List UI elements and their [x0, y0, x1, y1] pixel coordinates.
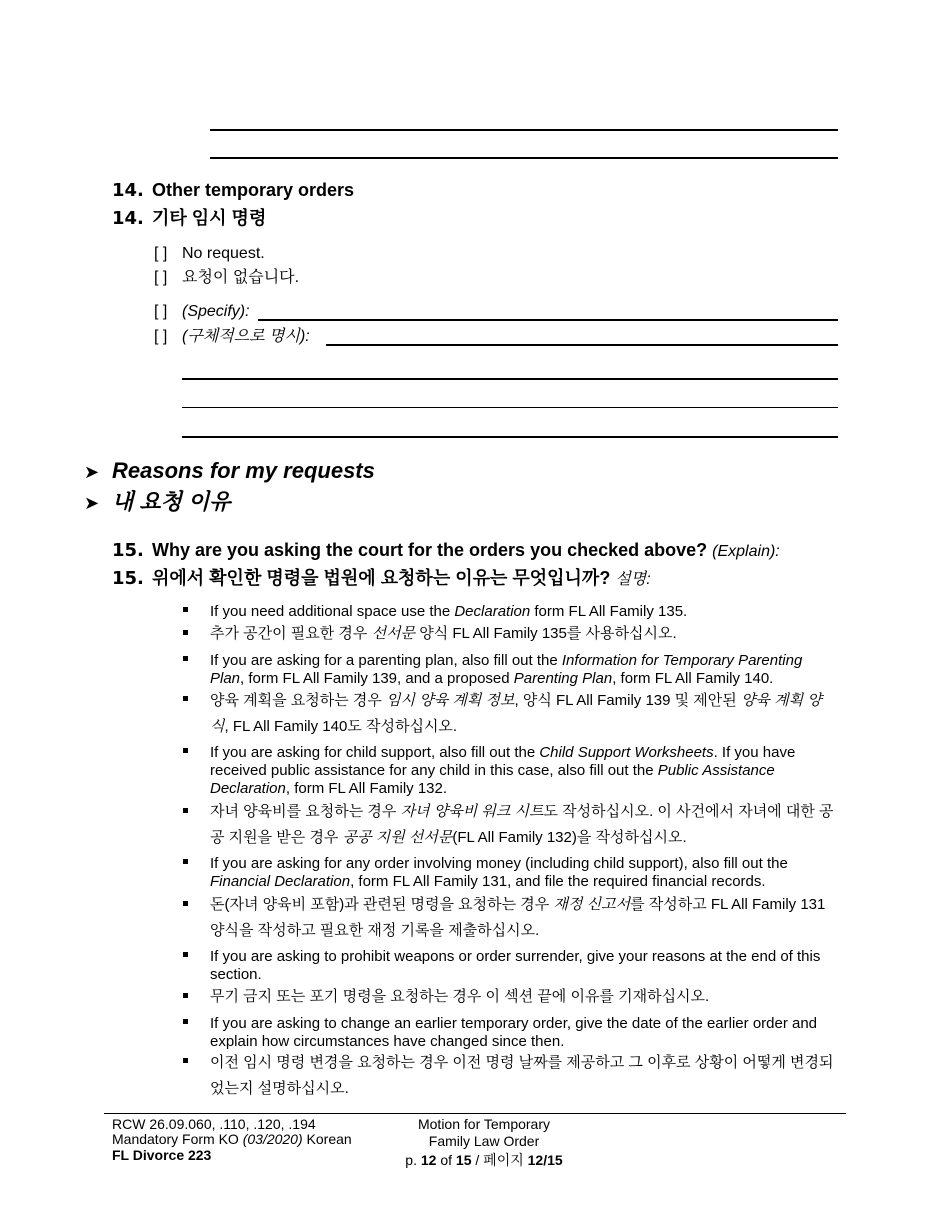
checkbox[interactable]: [ ] [154, 303, 168, 320]
instruction-item [210, 603, 840, 621]
instruction-text: (FL All Family 132)을 작성하십시오. [452, 829, 687, 846]
writing-line[interactable] [210, 129, 838, 131]
instruction-text: 를 작성하고 FL All Family 131 양식을 작성하고 필요한 재정 기록을 제출하십시오. [210, 896, 826, 939]
writing-line[interactable] [182, 407, 838, 408]
section-title-text: 내 요청 이유 [112, 489, 231, 514]
instruction-text: If you are asking for any order involving money (including child support), also fill out the [210, 855, 788, 872]
instruction-text: , FL All Family 140도 작성하십시오. [224, 718, 458, 735]
instruction-item [210, 688, 840, 740]
form-name: 선서문 [371, 625, 416, 642]
item-number: 15. [112, 568, 144, 589]
form-name: 양육 계획 양식 [210, 692, 822, 735]
instruction-text: If you are asking to prohibit weapons or order surrender, give your reasons at the end of this section. [210, 948, 821, 983]
instruction-text: , 양식 FL All Family 139 및 제안된 [514, 692, 741, 709]
option-label: (Specify): [182, 303, 250, 320]
bullet-icon [183, 607, 191, 615]
option-label: (구체적으로 명시): [182, 328, 310, 345]
item-number: 14. [112, 180, 144, 201]
checkbox[interactable]: [ ] [154, 328, 168, 345]
option-specify-ko[interactable] [154, 327, 310, 347]
instruction-item [210, 988, 840, 1006]
footer-divider [104, 1113, 846, 1114]
option-specify-en[interactable] [154, 302, 250, 322]
form-name: 공공 지원 선서문 [342, 829, 453, 846]
instruction-text: If you are asking to change an earlier temporary order, give the date of the earlier order and explain how circumstances have changed since then. [210, 1015, 818, 1050]
instruction-text: If you need additional space use the [210, 603, 455, 620]
instruction-item [210, 855, 840, 891]
checkbox[interactable]: [ ] [154, 245, 168, 262]
form-name: 재정 신고서 [553, 896, 631, 913]
footer-text: Korean [302, 1131, 352, 1147]
instruction-item [210, 744, 840, 798]
bullet-icon [183, 808, 191, 816]
explain-label: 설명: [615, 571, 651, 588]
footer-doc-title [384, 1116, 584, 1150]
option-label: No request. [182, 245, 265, 262]
form-name: Parenting Plan [513, 670, 613, 687]
footer-text: p. [405, 1152, 421, 1168]
footer-text: / 페이지 [471, 1152, 528, 1168]
instruction-text: , form FL All Family 131, and file the required financial records. [350, 873, 766, 890]
instruction-item [210, 625, 840, 643]
instruction-item [210, 892, 840, 944]
instruction-text: 이전 임시 명령 변경을 요청하는 경우 이전 명령 날짜를 제공하고 그 이후로 상황이 어떻게 변경되었는지 설명하십시오. [210, 1054, 834, 1097]
question-text: 위에서 확인한 명령을 법원에 요청하는 이유는 무엇입니까? [152, 568, 611, 588]
item-number: 15. [112, 540, 144, 561]
writing-line[interactable] [182, 378, 838, 380]
bullet-icon [183, 630, 191, 638]
item-14-title-en [112, 179, 354, 202]
instruction-item [210, 1015, 840, 1051]
bullet-icon [183, 901, 191, 909]
form-name: Financial Declaration [210, 873, 351, 890]
instruction-item [210, 948, 840, 984]
section-title-ko [84, 489, 231, 516]
instruction-text: , form FL All Family 139, and a proposed [240, 670, 514, 687]
instruction-text: 무기 금지 또는 포기 명령을 요청하는 경우 이 섹션 끝에 이유를 기재하십시오. [210, 988, 710, 1005]
question-text: Why are you asking the court for the orders you checked above? [152, 540, 708, 560]
instruction-text: form FL All Family 135. [530, 603, 688, 620]
footer-text: of [436, 1152, 456, 1168]
footer-page-number [364, 1152, 604, 1169]
item-15-question-en [112, 539, 780, 563]
bullet-icon [183, 859, 191, 867]
instruction-text: 양육 계획을 요청하는 경우 [210, 692, 387, 709]
bullet-icon [183, 656, 191, 664]
bullet-icon [183, 952, 191, 960]
form-name: Public Assistance Declaration [210, 762, 775, 797]
form-name: Child Support Worksheets [539, 744, 714, 761]
bullet-icon [183, 748, 191, 756]
instruction-text: 돈(자녀 양육비 포함)과 관련된 명령을 요청하는 경우 [210, 896, 554, 913]
specify-input-line[interactable] [258, 319, 838, 321]
instruction-text: 추가 공간이 필요한 경우 [210, 625, 372, 642]
instruction-text: , form FL All Family 132. [285, 780, 448, 797]
item-15-question-ko [112, 567, 651, 591]
section-title-en [84, 458, 375, 485]
option-no-request-en[interactable] [154, 244, 265, 264]
specify-input-line[interactable] [326, 344, 838, 346]
writing-line[interactable] [182, 436, 838, 438]
footer-rcw: RCW 26.09.060, .110, .120, .194 [112, 1116, 316, 1132]
checkbox[interactable]: [ ] [154, 269, 168, 286]
form-name: 자녀 양육비 워크 시트 [400, 803, 544, 820]
form-name: Information for Temporary Parenting Plan [210, 652, 803, 687]
page-number: 12 [420, 1152, 437, 1168]
page-total: 15 [455, 1152, 472, 1168]
instruction-item [210, 1050, 840, 1102]
explain-label: (Explain): [712, 543, 780, 560]
instruction-text: If you are asking for a parenting plan, also fill out the [210, 652, 562, 669]
form-name: 임시 양육 계획 정보 [386, 692, 515, 709]
bullet-icon [183, 696, 191, 704]
item-title: 기타 임시 명령 [152, 208, 267, 228]
arrow-bullet-icon: ➤ [84, 493, 100, 513]
item-number: 14. [112, 208, 144, 229]
instruction-text: 양식 FL All Family 135를 사용하십시오. [415, 625, 677, 642]
instruction-text: , form FL All Family 140. [612, 670, 774, 687]
writing-line[interactable] [210, 157, 838, 159]
doc-title-line: Family Law Order [428, 1133, 540, 1149]
bullet-icon [183, 1019, 191, 1027]
bullet-icon [183, 1058, 191, 1066]
item-14-title-ko [112, 207, 266, 230]
page-number-ko: 12/15 [527, 1152, 563, 1168]
footer-mandatory-form [112, 1131, 352, 1148]
bullet-icon [183, 993, 191, 1001]
footer-form-id: FL Divorce 223 [112, 1147, 212, 1163]
section-title-text: Reasons for my requests [112, 458, 375, 483]
instruction-text: 도 작성하십시오. 이 사건에서 자녀에 대한 공공 지원을 받은 경우 [210, 803, 834, 846]
instruction-item [210, 799, 840, 851]
instruction-text: If you are asking for child support, also fill out the [210, 744, 540, 761]
option-no-request-ko[interactable] [154, 268, 299, 288]
instruction-text: 자녀 양육비를 요청하는 경우 [210, 803, 401, 820]
instruction-text: . If you have received public assistance for any child in this case, also fill out the [210, 744, 796, 779]
item-title: Other temporary orders [152, 180, 355, 200]
option-label: 요청이 없습니다. [182, 269, 300, 286]
doc-title-line: Motion for Temporary [417, 1116, 550, 1132]
form-name: Declaration [454, 603, 531, 620]
footer-text: Mandatory Form KO [112, 1131, 243, 1147]
arrow-bullet-icon: ➤ [84, 462, 100, 482]
instruction-item [210, 652, 840, 688]
footer-date: (03/2020) [242, 1131, 303, 1147]
